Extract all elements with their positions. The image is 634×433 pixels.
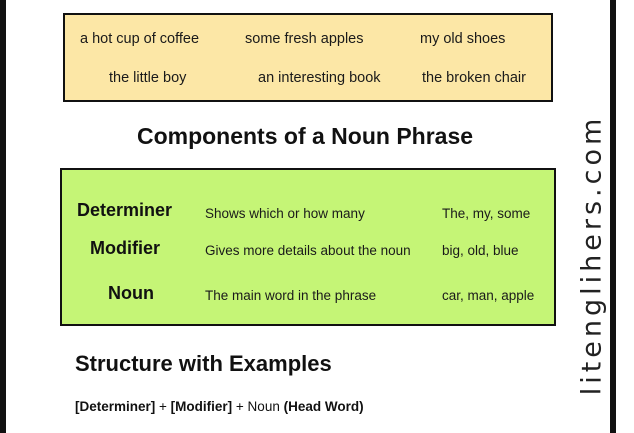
- component-term: Determiner: [77, 200, 173, 220]
- left-frame-border: [0, 0, 6, 433]
- component-examples: car, man, apple: [442, 288, 535, 303]
- components-table: [60, 168, 556, 326]
- component-examples: The, my, some: [442, 206, 531, 221]
- right-frame-border: [610, 0, 616, 433]
- example-phrase: my old shoes: [420, 31, 506, 47]
- component-term: Noun: [108, 283, 154, 303]
- structure-heading: Structure with Examples: [75, 351, 332, 376]
- formula-plus: +: [155, 399, 171, 414]
- example-phrase: an interesting book: [258, 70, 381, 86]
- component-description: Shows which or how many: [205, 206, 365, 221]
- site-watermark: litenglihers.com: [576, 114, 608, 396]
- example-phrase: the little boy: [109, 70, 187, 86]
- formula-noun: + Noun: [232, 399, 284, 414]
- example-phrase: a hot cup of coffee: [80, 31, 200, 47]
- component-description: The main word in the phrase: [205, 288, 377, 303]
- formula-determiner: [Determiner]: [75, 399, 156, 414]
- formula-head-word: (Head Word): [283, 399, 364, 414]
- structure-formula: [75, 399, 364, 414]
- example-phrase: the broken chair: [422, 70, 526, 86]
- components-heading: Components of a Noun Phrase: [136, 123, 474, 149]
- example-phrase: some fresh apples: [245, 31, 364, 47]
- examples-box: [63, 13, 553, 102]
- component-description: Gives more details about the noun: [205, 243, 411, 258]
- formula-modifier: [Modifier]: [170, 399, 233, 414]
- component-term: Modifier: [90, 238, 160, 258]
- component-examples: big, old, blue: [442, 243, 519, 258]
